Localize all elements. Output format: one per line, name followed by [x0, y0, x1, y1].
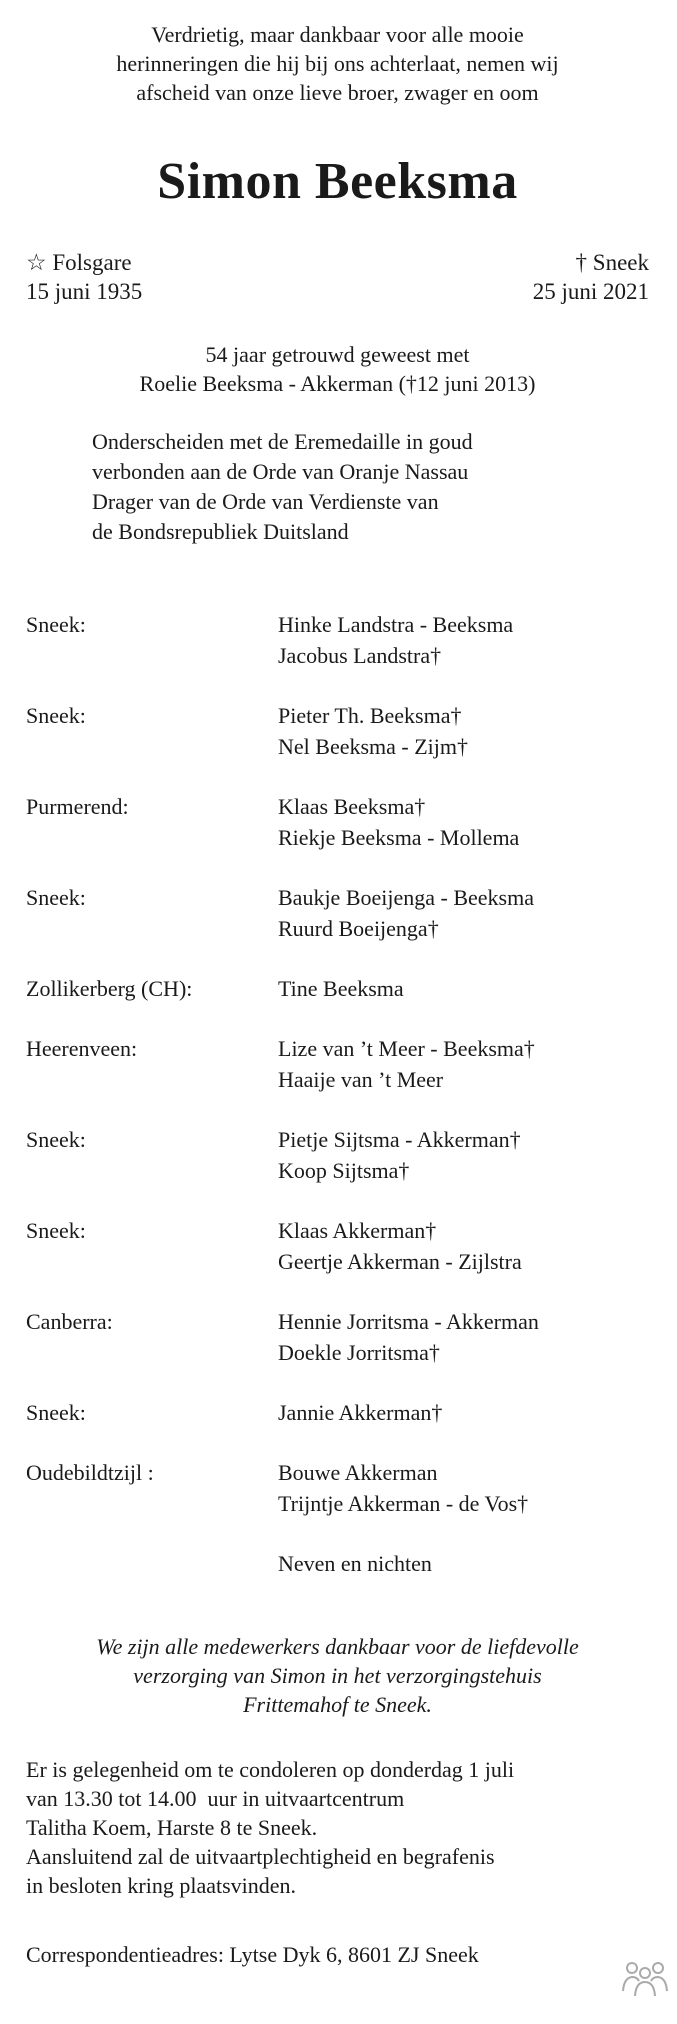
- intro-line: herinneringen die hij bij ons achterlaat, nemen wij: [116, 51, 559, 76]
- family-names: [278, 973, 404, 1004]
- deceased-name: Simon Beeksma: [157, 153, 518, 210]
- family-names: [278, 1215, 522, 1277]
- family-member-name: Pieter Th. Beeksma†: [278, 703, 462, 728]
- intro-text: [26, 20, 649, 107]
- family-member-name: Lize van ’t Meer - Beeksma†: [278, 1036, 535, 1061]
- family-row: [26, 882, 649, 944]
- family-row: [26, 1548, 649, 1579]
- family-row: [26, 973, 649, 1004]
- honors-line: Drager van de Orde van Verdienste van: [92, 489, 439, 514]
- family-place: Sneek:: [26, 703, 86, 728]
- condolence-line: Er is gelegenheid om te condoleren op donderdag 1 juli: [26, 1757, 515, 1782]
- family-member-name: Nel Beeksma - Zijm†: [278, 734, 469, 759]
- death-info: [533, 248, 649, 306]
- family-row: [26, 1215, 649, 1277]
- family-place: Sneek:: [26, 1127, 86, 1152]
- family-member-name: Baukje Boeijenga - Beeksma: [278, 885, 534, 910]
- intro-line: afscheid van onze lieve broer, zwager en oom: [136, 80, 539, 105]
- family-names: [278, 882, 534, 944]
- family-member-name: Haaije van ’t Meer: [278, 1067, 444, 1092]
- family-place: Sneek:: [26, 1218, 86, 1243]
- correspondence-address: Correspondentieadres: Lytse Dyk 6, 8601 ZJ Sneek: [26, 1942, 479, 1967]
- family-place: Sneek:: [26, 612, 86, 637]
- intro-line: Verdrietig, maar dankbaar voor alle mooie: [151, 22, 524, 47]
- family-names: [278, 1397, 442, 1428]
- family-place: Zollikerberg (CH):: [26, 976, 193, 1001]
- family-member-name: Doekle Jorritsma†: [278, 1340, 440, 1365]
- honors-line: verbonden aan de Orde van Oranje Nassau: [92, 459, 469, 484]
- family-list: [26, 609, 649, 1579]
- family-member-name: Riekje Beeksma - Mollema: [278, 825, 520, 850]
- thanks-line: verzorging van Simon in het verzorgingstehuis: [133, 1663, 542, 1688]
- condolence-text: [26, 1755, 649, 1900]
- family-names: [278, 609, 513, 671]
- marriage-line: 54 jaar getrouwd geweest met: [205, 342, 470, 367]
- family-row: [26, 1457, 649, 1519]
- family-member-name: Klaas Akkerman†: [278, 1218, 437, 1243]
- family-member-name: Tine Beeksma: [278, 976, 404, 1001]
- people-group-icon: [620, 1957, 670, 1997]
- death-date: 25 juni 2021: [532, 279, 649, 304]
- family-row: [26, 609, 649, 671]
- birth-death-row: [26, 248, 649, 306]
- thanks-text: [26, 1632, 649, 1719]
- family-member-name: Ruurd Boeijenga†: [278, 916, 439, 941]
- honors-line: Onderscheiden met de Eremedaille in goud: [92, 429, 473, 454]
- family-member-name: Hennie Jorritsma - Akkerman: [278, 1309, 539, 1334]
- family-member-name: Neven en nichten: [278, 1551, 432, 1576]
- family-row: [26, 1397, 649, 1428]
- marriage-line: Roelie Beeksma - Akkerman (†12 juni 2013): [139, 371, 536, 396]
- family-member-name: Jannie Akkerman†: [278, 1400, 443, 1425]
- family-member-name: Geertje Akkerman - Zijlstra: [278, 1249, 522, 1274]
- family-row: [26, 1124, 649, 1186]
- family-place: Sneek:: [26, 1400, 86, 1425]
- condolence-line: van 13.30 tot 14.00 uur in uitvaartcentrum: [26, 1786, 405, 1811]
- family-names: [278, 700, 468, 762]
- family-names: [278, 1457, 528, 1519]
- honors-text: [92, 427, 649, 547]
- family-place: Sneek:: [26, 885, 86, 910]
- family-names: [278, 1548, 432, 1579]
- family-row: [26, 791, 649, 853]
- honors-line: de Bondsrepubliek Duitsland: [92, 519, 349, 544]
- family-place: Oudebildtzijl :: [26, 1460, 154, 1485]
- marriage-text: [26, 340, 649, 398]
- family-row: [26, 1306, 649, 1368]
- condolence-line: Talitha Koem, Harste 8 te Sneek.: [26, 1815, 318, 1840]
- family-names: [278, 1124, 521, 1186]
- family-names: [278, 791, 519, 853]
- family-place: Heerenveen:: [26, 1036, 138, 1061]
- family-member-name: Trijntje Akkerman - de Vos†: [278, 1491, 529, 1516]
- family-names: [278, 1306, 539, 1368]
- family-place: Purmerend:: [26, 794, 129, 819]
- condolence-line: in besloten kring plaatsvinden.: [26, 1873, 297, 1898]
- birth-place: ☆ Folsgare: [26, 250, 132, 275]
- thanks-line: Frittemahof te Sneek.: [243, 1692, 432, 1717]
- family-member-name: Pietje Sijtsma - Akkerman†: [278, 1127, 521, 1152]
- family-names: [278, 1033, 535, 1095]
- death-place: † Sneek: [575, 250, 649, 275]
- family-place: [26, 1548, 278, 1579]
- family-member-name: Hinke Landstra - Beeksma: [278, 612, 514, 637]
- family-row: [26, 700, 649, 762]
- birth-date: 15 juni 1935: [26, 279, 143, 304]
- family-member-name: Klaas Beeksma†: [278, 794, 426, 819]
- condolence-line: Aansluitend zal de uitvaartplechtigheid en begrafenis: [26, 1844, 495, 1869]
- family-row: [26, 1033, 649, 1095]
- family-member-name: Jacobus Landstra†: [278, 643, 442, 668]
- family-place: Canberra:: [26, 1309, 113, 1334]
- birth-info: [26, 248, 142, 306]
- family-member-name: Bouwe Akkerman: [278, 1460, 438, 1485]
- thanks-line: We zijn alle medewerkers dankbaar voor de liefdevolle: [96, 1634, 579, 1659]
- family-member-name: Koop Sijtsma†: [278, 1158, 410, 1183]
